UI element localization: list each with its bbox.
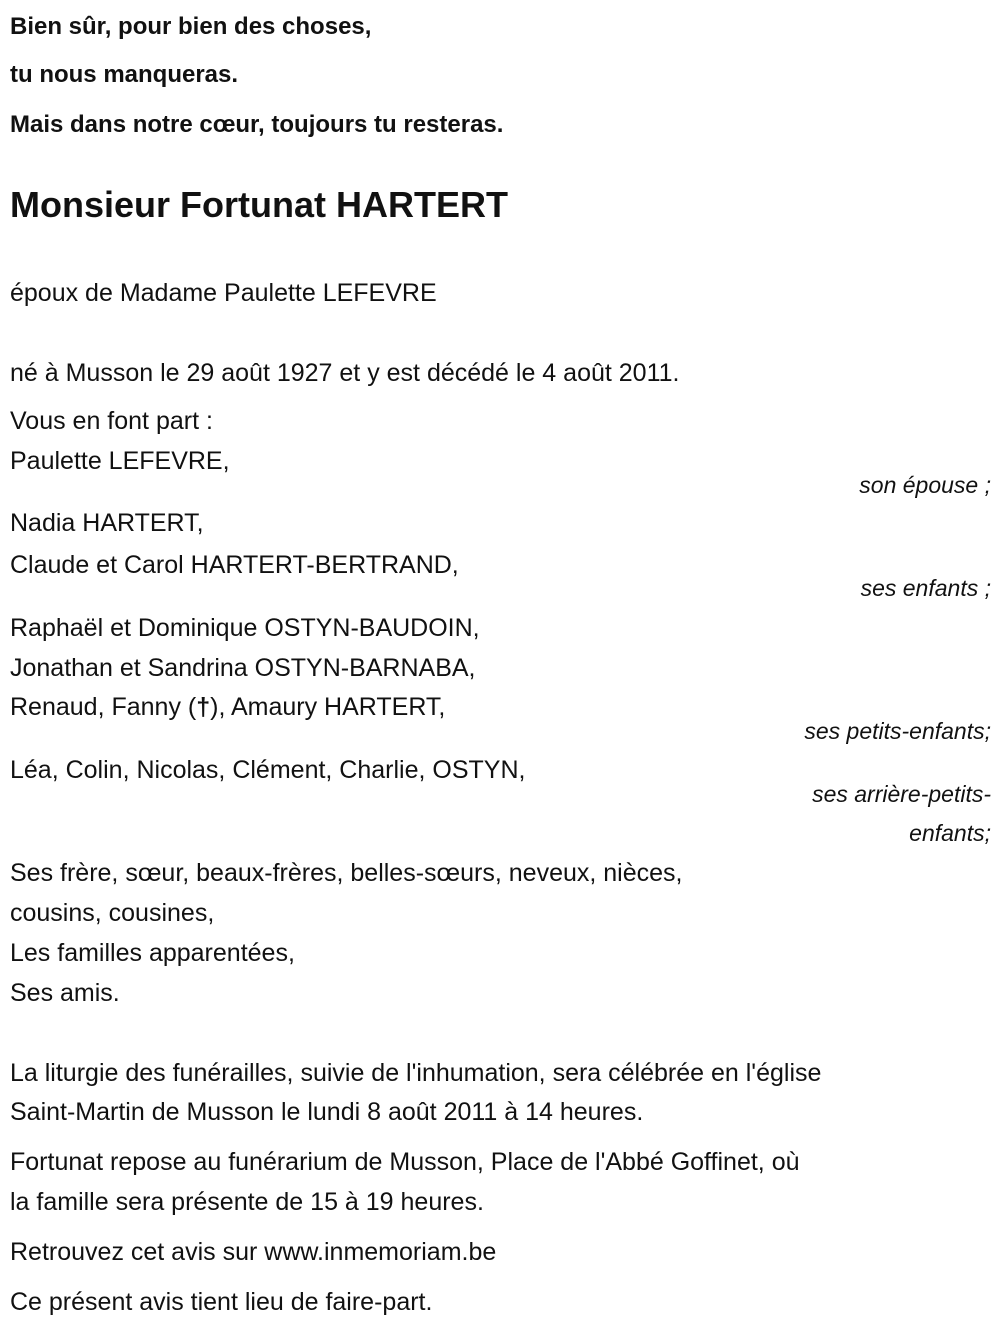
child-1: Nadia HARTERT,: [10, 509, 204, 537]
birth-death-line: né à Musson le 29 août 1927 et y est décédé le 4 août 2011.: [10, 359, 680, 387]
grandchild-2: Jonathan et Sandrina OSTYN-BARNABA,: [10, 654, 476, 682]
spouse-line: époux de Madame Paulette LEFEVRE: [10, 279, 437, 307]
ceremony-1: La liturgie des funérailles, suivie de l'inhumation, sera célébrée en l'église: [10, 1059, 822, 1087]
others-3: Les familles apparentées,: [10, 939, 295, 967]
grandchild-1: Raphaël et Dominique OSTYN-BAUDOIN,: [10, 614, 480, 642]
great-grandchildren-role-1: ses arrière-petits-: [812, 781, 991, 807]
grandchild-3-part2: ), Amaury HARTERT,: [210, 693, 446, 721]
visitation-1: Fortunat repose au funérarium de Musson, Place de l'Abbé Goffinet, où: [10, 1148, 800, 1176]
great-grandchildren-role-2: enfants;: [909, 820, 991, 846]
others-1: Ses frère, sœur, beaux-frères, belles-sœurs, neveux, nièces,: [10, 859, 683, 887]
great-grandchildren: Léa, Colin, Nicolas, Clément, Charlie, OSTYN,: [10, 756, 526, 784]
page-title: Monsieur Fortunat HARTERT: [10, 184, 508, 225]
child-2: Claude et Carol HARTERT-BERTRAND,: [10, 551, 459, 579]
spouse-name: Paulette LEFEVRE,: [10, 447, 230, 475]
cross-icon: †: [196, 693, 211, 721]
others-2: cousins, cousines,: [10, 899, 215, 927]
website-line: Retrouvez cet avis sur www.inmemoriam.be: [10, 1238, 497, 1266]
grandchildren-role: ses petits-enfants;: [804, 718, 991, 744]
poem-line-1: Bien sûr, pour bien des choses,: [10, 13, 372, 40]
others-4: Ses amis.: [10, 979, 120, 1007]
poem-line-2: tu nous manqueras.: [10, 61, 239, 88]
children-role: ses enfants ;: [860, 575, 991, 601]
closing-line: Ce présent avis tient lieu de faire-part.: [10, 1288, 433, 1316]
spouse-role: son épouse ;: [859, 472, 991, 498]
intro-line: Vous en font part :: [10, 407, 213, 435]
poem-line-3: Mais dans notre cœur, toujours tu resteras.: [10, 111, 504, 138]
ceremony-2: Saint-Martin de Musson le lundi 8 août 2011 à 14 heures.: [10, 1098, 644, 1126]
grandchild-3: [10, 692, 445, 722]
visitation-2: la famille sera présente de 15 à 19 heures.: [10, 1188, 484, 1216]
grandchild-3-part1: Renaud, Fanny (: [10, 693, 197, 721]
